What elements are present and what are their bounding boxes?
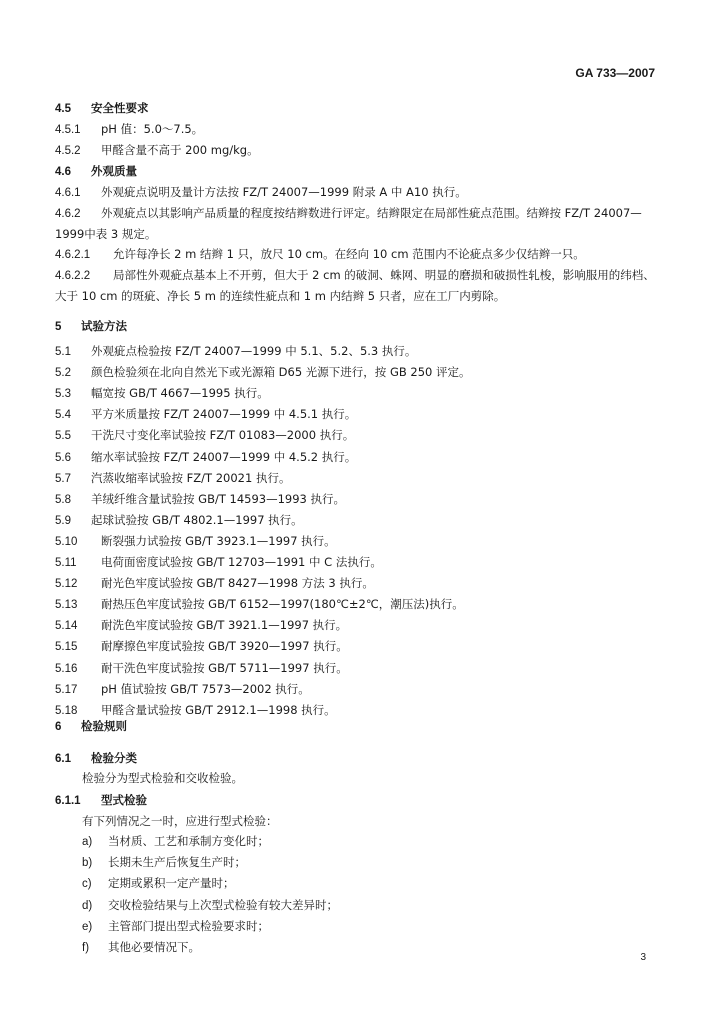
- clause-number: 5.13: [55, 599, 78, 612]
- section-heading: [55, 318, 655, 335]
- clause-number: 5.1: [55, 346, 71, 358]
- section-number: 6.1: [55, 753, 71, 765]
- clause-text: 汽蒸收缩率试验按 FZ/T 20021 执行。: [91, 470, 291, 485]
- clause: [55, 364, 655, 381]
- list-item: [55, 875, 655, 892]
- clause-text: 缩水率试验按 FZ/T 24007—1999 中 4.5.2 执行。: [91, 449, 357, 464]
- clause: [55, 638, 655, 655]
- clause-text: 耐热压色牢度试验按 GB/T 6152—1997(180℃±2℃，潮压法)执行。: [101, 597, 464, 612]
- clause: [55, 246, 655, 263]
- clause-text: 断裂强力试验按 GB/T 3923.1—1997 执行。: [101, 533, 336, 548]
- clause: [55, 660, 655, 677]
- paragraph: 检验分为型式检验和交收检验。: [82, 771, 243, 785]
- section-number: 6: [55, 721, 62, 733]
- clause: [55, 491, 655, 508]
- clause-text: 起球试验按 GB/T 4802.1—1997 执行。: [91, 512, 303, 527]
- list-item: [55, 854, 655, 871]
- clause: [55, 575, 655, 592]
- clause-text: pH 值：5.0～7.5。: [101, 122, 204, 136]
- list-item-text: 交收检验结果与上次型式检验有较大差异时；: [108, 897, 338, 912]
- clause-number: 4.6.1: [55, 187, 81, 199]
- clause: [55, 406, 655, 423]
- clause-text: pH 值试验按 GB/T 7573—2002 执行。: [101, 681, 310, 696]
- clause: [55, 427, 655, 444]
- clause-number: 5.6: [55, 451, 71, 464]
- clause-text: 外观疵点检验按 FZ/T 24007—1999 中 5.1、5.2、5.3 执行。: [91, 344, 417, 358]
- section-title: 试验方法: [81, 319, 127, 333]
- list-item: [55, 939, 655, 956]
- clause: [55, 681, 655, 698]
- section-title: 检验规则: [81, 719, 127, 733]
- section-title: 外观质量: [91, 164, 137, 178]
- list-item-text: 其他必要情况下。: [108, 940, 200, 954]
- clause: [55, 385, 655, 402]
- clause-number: 4.6.2.2: [55, 270, 91, 282]
- clause-number: 4.6.2: [55, 208, 81, 220]
- section-number: 5: [55, 321, 62, 333]
- clause-number: 4.5.1: [55, 124, 81, 136]
- clause-text: 耐摩擦色牢度试验按 GB/T 3920—1997 执行。: [101, 639, 348, 654]
- clause-number: 5.10: [55, 535, 78, 548]
- clause: [55, 121, 655, 138]
- list-item-text: 定期或累积一定产量时；: [108, 876, 235, 891]
- list-marker: e): [82, 920, 93, 933]
- page-number: 3: [640, 952, 646, 963]
- clause: [55, 343, 655, 360]
- clause-number: 5.4: [55, 409, 71, 422]
- standard-number: GA 733—2007: [575, 66, 655, 80]
- section-number: 6.1.1: [55, 795, 81, 807]
- list-marker: b): [82, 857, 93, 870]
- clause-text: 甲醛含量不高于 200 mg/kg。: [101, 143, 259, 157]
- clause: [55, 512, 655, 529]
- clause-number: 5.16: [55, 662, 78, 675]
- clause-number: 5.3: [55, 388, 71, 401]
- clause-number: 5.14: [55, 620, 78, 633]
- clause-number: 5.15: [55, 641, 78, 654]
- clause: [55, 596, 655, 613]
- list-item: [55, 897, 655, 914]
- clause-text: 耐光色牢度试验按 GB/T 8427—1998 方法 3 执行。: [101, 576, 374, 591]
- section-number: 4.6: [55, 166, 71, 178]
- section-title: 安全性要求: [91, 101, 149, 115]
- section-title: 检验分类: [91, 751, 137, 765]
- clause-text: 外观疵点说明及量计方法按 FZ/T 24007—1999 附录 A 中 A10 执行。: [101, 185, 467, 199]
- clause-text: 干洗尺寸变化率试验按 FZ/T 01083—2000 执行。: [91, 428, 355, 443]
- clause: [55, 142, 655, 159]
- list-item: [55, 918, 655, 935]
- clause-text: 允许每净长 2 m 结辫 1 只，放尺 10 cm。在经向 10 cm 范围内不论疵点多少仅结辫一只。: [113, 247, 585, 261]
- paragraph: 有下列情况之一时，应进行型式检验：: [82, 814, 278, 828]
- clause-text: 甲醛含量试验按 GB/T 2912.1—1998 执行。: [101, 702, 336, 717]
- clause-number: 4.5.2: [55, 145, 81, 157]
- clause-number: 5.17: [55, 683, 78, 696]
- list-item: [55, 833, 655, 850]
- list-marker: d): [82, 899, 93, 912]
- clause: [55, 533, 655, 550]
- clause-text: 羊绒纤维含量试验按 GB/T 14593—1993 执行。: [91, 491, 346, 506]
- clause-number: 5.7: [55, 472, 71, 485]
- section-heading: [55, 718, 655, 735]
- list-marker: a): [82, 836, 93, 848]
- clause-text: 耐洗色牢度试验按 GB/T 3921.1—1997 执行。: [101, 618, 348, 633]
- section-number: 4.5: [55, 103, 71, 115]
- clause: [55, 184, 655, 201]
- clause-number: 5.5: [55, 430, 71, 443]
- clause: [55, 617, 655, 634]
- section-title: 型式检验: [101, 793, 147, 807]
- clause-number: 5.9: [55, 514, 71, 527]
- section-heading: [55, 163, 655, 180]
- list-item-text: 当材质、工艺和承制方变化时；: [108, 834, 269, 848]
- clause: [55, 470, 655, 487]
- clause-number: 5.11: [55, 557, 77, 569]
- clause-number: 4.6.2.1: [55, 249, 91, 261]
- clause-number: 5.12: [55, 578, 78, 591]
- clause-text: 幅宽按 GB/T 4667—1995 执行。: [91, 386, 269, 401]
- clause: [55, 449, 655, 466]
- list-item-text: 长期未生产后恢复生产时；: [108, 855, 246, 870]
- clause-text: 颜色检验须在北向自然光下或光源箱 D65 光源下进行，按 GB 250 评定。: [91, 365, 471, 380]
- section-heading: [55, 792, 655, 809]
- clause: [55, 265, 655, 306]
- clause-text: 外观疵点以其影响产品质量的程度按结辫数进行评定。结辫限定在局部性疵点范围。结辫按 FZ/T 24007—1999中表 3 规定。: [55, 206, 642, 241]
- clause: [55, 702, 655, 719]
- clause-text: 局部性外观疵点基本上不开剪，但大于 2 cm 的破洞、蛛网、明显的磨损和破损性轧梭，影响服用的纬档、大于 10 cm 的斑疵、净长 5 m 的连续性疵点和 1 m 内结辫 5 只者，应在工厂内剪除。: [55, 268, 655, 303]
- list-item-text: 主管部门提出型式检验要求时；: [108, 918, 269, 933]
- clause-text: 平方米质量按 FZ/T 24007—1999 中 4.5.1 执行。: [91, 407, 357, 422]
- clause: [55, 203, 655, 244]
- clause-number: 5.8: [55, 493, 71, 506]
- section-heading: [55, 750, 655, 767]
- clause-number: 5.2: [55, 367, 71, 380]
- clause-text: 电荷面密度试验按 GB/T 12703—1991 中 C 法执行。: [101, 555, 382, 569]
- clause: [55, 554, 655, 571]
- section-heading: [55, 100, 655, 117]
- list-marker: f): [82, 942, 90, 954]
- clause-number: 5.18: [55, 704, 78, 717]
- list-marker: c): [82, 878, 92, 891]
- clause-text: 耐干洗色牢度试验按 GB/T 5711—1997 执行。: [101, 660, 348, 675]
